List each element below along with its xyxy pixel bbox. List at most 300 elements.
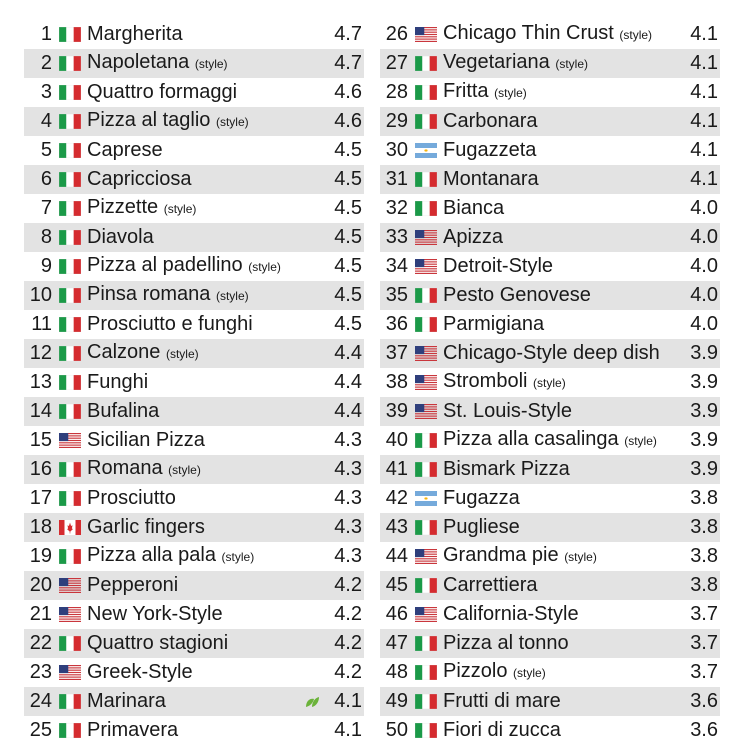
canada-flag-icon: [59, 520, 81, 535]
list-item: [24, 252, 364, 281]
ranking-column-right: [380, 20, 720, 745]
pizza-name-text: Fiori di zucca: [443, 719, 561, 741]
list-item: [24, 455, 364, 484]
rank-number: 18: [29, 516, 52, 538]
rating-value: 4.3: [334, 458, 362, 480]
usa-flag-icon: [415, 549, 437, 564]
rating-value: 3.9: [690, 429, 718, 451]
pizza-name: [443, 339, 682, 368]
pizza-name-text: Greek-Style: [87, 661, 193, 683]
pizza-name-text: Grandma pie: [443, 544, 559, 566]
rating-value: 4.5: [334, 139, 362, 161]
italy-flag-icon: [59, 172, 81, 187]
rank-number: 29: [385, 110, 408, 132]
rank-number: 25: [29, 719, 52, 741]
style-suffix: (style): [533, 376, 566, 390]
pizza-name-text: Bufalina: [87, 400, 160, 422]
rating-value: 4.3: [334, 429, 362, 451]
rank-number: 6: [40, 168, 52, 190]
usa-flag-icon: [59, 578, 81, 593]
usa-flag-icon: [415, 404, 437, 419]
rating-value: 4.1: [690, 110, 718, 132]
rank-number: 11: [31, 313, 52, 335]
italy-flag-icon: [59, 85, 81, 100]
pizza-name-text: Caprese: [87, 139, 163, 161]
pizza-name: [443, 484, 682, 513]
rank-number: 40: [385, 429, 408, 451]
pizza-name: [443, 455, 682, 484]
pizza-name: [87, 629, 326, 658]
italy-flag-icon: [59, 288, 81, 303]
pizza-name: [443, 136, 682, 165]
pizza-name: [443, 716, 682, 745]
pizza-name-text: Chicago-Style deep dish: [443, 342, 660, 364]
pizza-name: [443, 687, 682, 716]
rank-number: 41: [385, 458, 408, 480]
list-item: [380, 397, 720, 426]
usa-flag-icon: [59, 607, 81, 622]
list-item: [380, 194, 720, 223]
pizza-name: [443, 657, 682, 688]
pizza-name-text: Pesto Genovese: [443, 284, 591, 306]
usa-flag-icon: [415, 27, 437, 42]
list-item: [24, 600, 364, 629]
italy-flag-icon: [59, 201, 81, 216]
pizza-name-text: Pizza alla pala: [87, 544, 216, 566]
rating-value: 3.9: [690, 400, 718, 422]
italy-flag-icon: [59, 694, 81, 709]
list-item: [380, 165, 720, 194]
list-item: [24, 513, 364, 542]
pizza-name-text: Primavera: [87, 719, 179, 741]
list-item: [24, 658, 364, 687]
rank-number: 31: [385, 168, 408, 190]
list-item: [380, 252, 720, 281]
pizza-name: [87, 193, 326, 224]
style-suffix: (style): [163, 202, 197, 216]
style-suffix: (style): [555, 57, 588, 71]
pizza-name: [87, 484, 326, 513]
rank-number: 33: [385, 226, 408, 248]
pizza-name: [87, 426, 326, 455]
list-item: [380, 716, 720, 745]
pizza-name: [87, 397, 326, 426]
style-suffix: (style): [165, 347, 199, 361]
rank-number: 19: [29, 545, 52, 567]
italy-flag-icon: [59, 404, 81, 419]
rating-value: 4.1: [690, 168, 718, 190]
rating-value: 4.4: [334, 371, 362, 393]
pizza-name: [87, 454, 326, 485]
rating-value: 4.1: [334, 719, 362, 741]
italy-flag-icon: [415, 288, 437, 303]
italy-flag-icon: [415, 636, 437, 651]
usa-flag-icon: [415, 375, 437, 390]
italy-flag-icon: [415, 520, 437, 535]
pizza-name: [443, 541, 682, 572]
italy-flag-icon: [59, 230, 81, 245]
rating-value: 4.0: [690, 313, 718, 335]
italy-flag-icon: [59, 491, 81, 506]
rating-value: 4.1: [690, 52, 718, 74]
italy-flag-icon: [59, 143, 81, 158]
list-item: [24, 542, 364, 571]
pizza-name-text: New York-Style: [87, 603, 223, 625]
style-suffix: (style): [624, 434, 657, 448]
pizza-name: [87, 223, 326, 252]
italy-flag-icon: [59, 375, 81, 390]
list-item: [24, 716, 364, 745]
rank-number: 46: [385, 603, 408, 625]
pizza-name: [87, 280, 326, 311]
rating-value: 4.5: [334, 168, 362, 190]
rank-number: 20: [29, 574, 52, 596]
style-suffix: (style): [221, 550, 255, 564]
rank-number: 50: [385, 719, 408, 741]
rating-value: 3.9: [690, 371, 718, 393]
pizza-name: [443, 367, 682, 398]
list-item: [24, 571, 364, 600]
pizza-name-text: Pizza al tonno: [443, 632, 569, 654]
rank-number: 42: [385, 487, 408, 509]
pizza-name: [443, 223, 682, 252]
italy-flag-icon: [415, 694, 437, 709]
pizza-name: [87, 78, 326, 107]
rank-number: 5: [40, 139, 52, 161]
pizza-name-text: Pizzette: [87, 196, 159, 218]
rank-number: 13: [29, 371, 52, 393]
italy-flag-icon: [59, 462, 81, 477]
rating-value: 3.8: [690, 574, 718, 596]
list-item: [380, 542, 720, 571]
rank-number: 30: [385, 139, 408, 161]
list-item: [380, 107, 720, 136]
rank-number: 37: [385, 342, 408, 364]
style-suffix: (style): [494, 86, 527, 100]
list-item: [24, 165, 364, 194]
list-item: [380, 339, 720, 368]
rank-number: 3: [40, 81, 52, 103]
rating-value: 4.5: [334, 226, 362, 248]
rank-number: 39: [385, 400, 408, 422]
italy-flag-icon: [415, 85, 437, 100]
pizza-name: [443, 252, 682, 281]
italy-flag-icon: [59, 317, 81, 332]
rating-value: 3.6: [690, 690, 718, 712]
italy-flag-icon: [59, 27, 81, 42]
pizza-name-text: Bismark Pizza: [443, 458, 570, 480]
pizza-name-text: Calzone: [87, 341, 161, 363]
rank-number: 9: [40, 255, 52, 277]
list-item: [24, 194, 364, 223]
list-item: [380, 658, 720, 687]
style-suffix: (style): [215, 115, 249, 129]
rank-number: 36: [385, 313, 408, 335]
italy-flag-icon: [59, 549, 81, 564]
italy-flag-icon: [59, 56, 81, 71]
rating-value: 4.3: [334, 545, 362, 567]
pizza-name: [87, 338, 326, 369]
italy-flag-icon: [415, 56, 437, 71]
pizza-name-text: Frutti di mare: [443, 690, 561, 712]
usa-flag-icon: [415, 607, 437, 622]
pizza-name-text: Pugliese: [443, 516, 520, 538]
rating-value: 4.2: [334, 603, 362, 625]
rank-number: 21: [29, 603, 52, 625]
pizza-name-text: Pepperoni: [87, 574, 179, 596]
pizza-name: [443, 19, 682, 50]
rating-value: 4.6: [334, 81, 362, 103]
style-suffix: (style): [168, 463, 201, 477]
pizza-name: [87, 165, 326, 194]
list-item: [24, 78, 364, 107]
pizza-name: [87, 658, 326, 687]
rank-number: 45: [385, 574, 408, 596]
pizza-name-text: Quattro stagioni: [87, 632, 229, 654]
list-item: [380, 687, 720, 716]
pizza-name-text: Carbonara: [443, 110, 538, 132]
list-item: [380, 310, 720, 339]
list-item: [380, 600, 720, 629]
argentina-flag-icon: [415, 143, 437, 158]
list-item: [380, 571, 720, 600]
pizza-name: [87, 600, 326, 629]
rank-number: 38: [385, 371, 408, 393]
list-item: [24, 629, 364, 658]
pizza-name-text: Romana: [87, 457, 163, 479]
rating-value: 4.0: [690, 255, 718, 277]
list-item: [24, 20, 364, 49]
rank-number: 2: [40, 52, 52, 74]
rating-value: 4.7: [334, 52, 362, 74]
list-item: [24, 281, 364, 310]
list-item: [380, 455, 720, 484]
vegetarian-leaf-icon: [304, 694, 320, 710]
rating-value: 4.2: [334, 661, 362, 683]
rank-number: 24: [29, 690, 52, 712]
pizza-name-text: Sicilian Pizza: [87, 429, 205, 451]
pizza-name: [87, 106, 326, 137]
pizza-name-text: Napoletana: [87, 51, 190, 73]
pizza-name: [443, 600, 682, 629]
rating-value: 4.2: [334, 632, 362, 654]
list-item: [24, 368, 364, 397]
pizza-name: [443, 629, 682, 658]
rating-value: 4.3: [334, 487, 362, 509]
pizza-name-text: Prosciutto e funghi: [87, 313, 253, 335]
pizza-name-text: Pizza al padellino: [87, 254, 243, 276]
rating-value: 4.0: [690, 197, 718, 219]
rank-number: 43: [385, 516, 408, 538]
usa-flag-icon: [415, 230, 437, 245]
rating-value: 4.6: [334, 110, 362, 132]
pizza-name-text: Fritta: [443, 80, 489, 102]
rating-value: 4.5: [334, 197, 362, 219]
italy-flag-icon: [415, 172, 437, 187]
rating-value: 3.9: [690, 458, 718, 480]
pizza-name-text: Pinsa romana: [87, 283, 211, 305]
pizza-name-text: Funghi: [87, 371, 149, 393]
list-item: [24, 310, 364, 339]
pizza-name: [87, 251, 326, 282]
rating-value: 4.5: [334, 313, 362, 335]
rating-value: 4.3: [334, 516, 362, 538]
pizza-name: [443, 281, 682, 310]
usa-flag-icon: [59, 665, 81, 680]
rank-number: 16: [29, 458, 52, 480]
pizza-name: [87, 513, 326, 542]
pizza-name-text: Margherita: [87, 23, 183, 45]
list-item: [380, 78, 720, 107]
rank-number: 32: [385, 197, 408, 219]
rating-value: 3.8: [690, 487, 718, 509]
pizza-name: [443, 397, 682, 426]
list-item: [24, 687, 364, 716]
pizza-name-text: California-Style: [443, 603, 579, 625]
pizza-name-text: Garlic fingers: [87, 516, 205, 538]
style-suffix: (style): [248, 260, 281, 274]
rank-number: 26: [385, 23, 408, 45]
list-item: [24, 49, 364, 78]
pizza-name-text: Pizzolo: [443, 660, 508, 682]
italy-flag-icon: [59, 114, 81, 129]
rank-number: 14: [29, 400, 52, 422]
italy-flag-icon: [59, 723, 81, 738]
rank-number: 17: [29, 487, 52, 509]
style-suffix: (style): [619, 28, 653, 42]
pizza-name: [443, 48, 682, 79]
rating-value: 3.6: [690, 719, 718, 741]
rating-value: 3.7: [690, 661, 718, 683]
italy-flag-icon: [415, 665, 437, 680]
rank-number: 34: [385, 255, 408, 277]
pizza-name-text: Vegetariana: [443, 51, 550, 73]
list-item: [24, 339, 364, 368]
pizza-name: [87, 541, 326, 572]
rank-number: 47: [385, 632, 408, 654]
rating-value: 4.1: [334, 690, 362, 712]
italy-flag-icon: [59, 636, 81, 651]
style-suffix: (style): [194, 57, 228, 71]
list-item: [380, 136, 720, 165]
pizza-name-text: Pizza al taglio: [87, 109, 211, 131]
rating-value: 3.9: [690, 342, 718, 364]
pizza-name: [443, 107, 682, 136]
rank-number: 22: [29, 632, 52, 654]
usa-flag-icon: [59, 433, 81, 448]
rank-number: 7: [40, 197, 52, 219]
pizza-name-text: Carrettiera: [443, 574, 538, 596]
pizza-name-text: Diavola: [87, 226, 154, 248]
style-suffix: (style): [513, 666, 546, 680]
italy-flag-icon: [59, 259, 81, 274]
rating-value: 3.8: [690, 545, 718, 567]
pizza-name-text: Bianca: [443, 197, 505, 219]
list-item: [380, 223, 720, 252]
pizza-name: [87, 368, 326, 397]
rank-number: 49: [385, 690, 408, 712]
italy-flag-icon: [415, 317, 437, 332]
pizza-name-text: Capricciosa: [87, 168, 192, 190]
rating-value: 4.1: [690, 23, 718, 45]
list-item: [380, 513, 720, 542]
rank-number: 48: [385, 661, 408, 683]
list-item: [24, 136, 364, 165]
list-item: [380, 426, 720, 455]
rating-value: 4.1: [690, 139, 718, 161]
pizza-name: [87, 571, 326, 600]
pizza-name: [87, 716, 326, 745]
rating-value: 3.7: [690, 632, 718, 654]
list-item: [380, 484, 720, 513]
pizza-name: [443, 571, 682, 600]
rank-number: 8: [40, 226, 52, 248]
italy-flag-icon: [415, 578, 437, 593]
rating-value: 4.4: [334, 400, 362, 422]
pizza-name-text: Parmigiana: [443, 313, 545, 335]
pizza-name: [443, 310, 682, 339]
pizza-name-text: Stromboli: [443, 370, 528, 392]
pizza-name-text: Chicago Thin Crust: [443, 22, 614, 44]
pizza-name-text: Montanara: [443, 168, 539, 190]
style-suffix: (style): [564, 550, 597, 564]
pizza-name-text: Fugazza: [443, 487, 520, 509]
list-item: [380, 629, 720, 658]
list-item: [380, 20, 720, 49]
italy-flag-icon: [59, 346, 81, 361]
rating-value: 4.0: [690, 284, 718, 306]
rank-number: 28: [385, 81, 408, 103]
list-item: [380, 368, 720, 397]
list-item: [24, 223, 364, 252]
pizza-name: [87, 310, 326, 339]
rating-value: 3.8: [690, 516, 718, 538]
pizza-name-text: St. Louis-Style: [443, 400, 572, 422]
rating-value: 4.2: [334, 574, 362, 596]
rating-value: 4.1: [690, 81, 718, 103]
rating-value: 4.4: [334, 342, 362, 364]
list-item: [24, 107, 364, 136]
pizza-name-text: Detroit-Style: [443, 255, 554, 277]
rank-number: 1: [40, 23, 52, 45]
rating-value: 4.0: [690, 226, 718, 248]
list-item: [24, 426, 364, 455]
italy-flag-icon: [415, 114, 437, 129]
list-item: [24, 484, 364, 513]
pizza-name: [87, 48, 326, 79]
pizza-name: [443, 165, 682, 194]
rank-number: 23: [29, 661, 52, 683]
pizza-name: [87, 136, 326, 165]
pizza-name: [443, 513, 682, 542]
rank-number: 4: [40, 110, 52, 132]
rank-number: 12: [29, 342, 52, 364]
rating-value: 3.7: [690, 603, 718, 625]
italy-flag-icon: [415, 462, 437, 477]
pizza-name-text: Marinara: [87, 690, 166, 712]
rating-value: 4.5: [334, 284, 362, 306]
rank-number: 27: [385, 52, 408, 74]
pizza-name-text: Prosciutto: [87, 487, 176, 509]
italy-flag-icon: [415, 723, 437, 738]
usa-flag-icon: [415, 346, 437, 361]
pizza-name-text: Fugazzeta: [443, 139, 537, 161]
italy-flag-icon: [415, 201, 437, 216]
pizza-name-text: Apizza: [443, 226, 504, 248]
list-item: [380, 281, 720, 310]
rank-number: 15: [29, 429, 52, 451]
style-suffix: (style): [215, 289, 249, 303]
